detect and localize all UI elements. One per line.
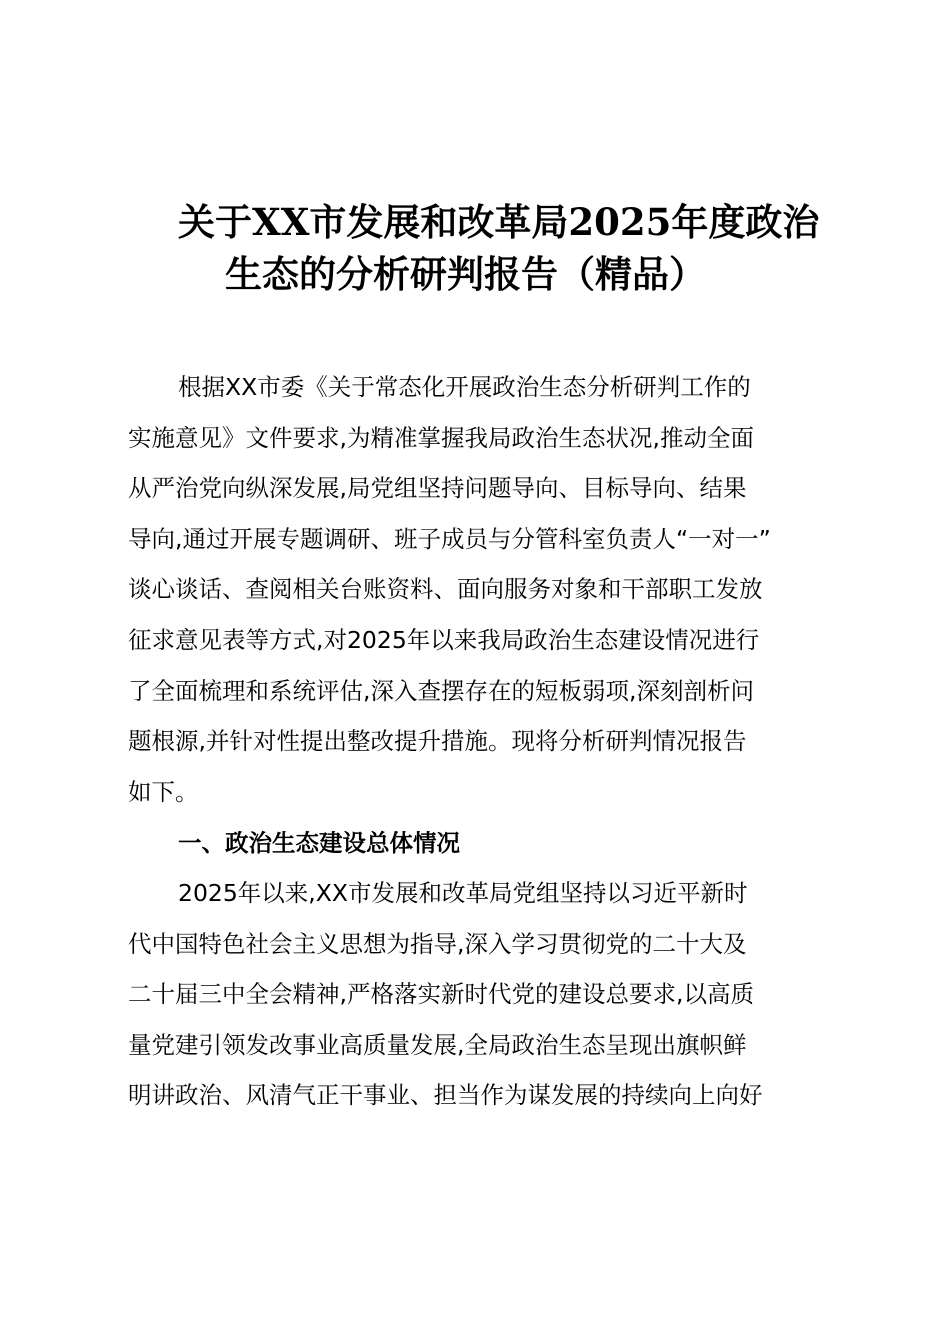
paragraph-line: 2025年以来,XX市发展和改革局党组坚持以习近平新时 xyxy=(178,879,748,907)
paragraph-line: 量党建引领发改事业高质量发展,全局政治生态呈现出旗帜鲜 xyxy=(128,1030,747,1059)
paragraph-line: 二十届三中全会精神,严格落实新时代党的建设总要求,以高质 xyxy=(128,980,754,1009)
paragraph-line: 明讲政治、风清气正干事业、担当作为谋发展的持续向上向好 xyxy=(128,1081,763,1110)
document-title xyxy=(120,196,840,300)
paragraph-line: 征求意见表等方式,对2025年以来我局政治生态建设情况进行 xyxy=(128,625,760,654)
title-line-2: 生态的分析研判报告（精品） xyxy=(225,252,706,296)
paragraph-line: 根据XX市委《关于常态化开展政治生态分析研判工作的 xyxy=(178,373,751,401)
section1-paragraph xyxy=(128,868,828,1121)
paragraph-line: 实施意见》文件要求,为精准掌握我局政治生态状况,推动全面 xyxy=(128,423,754,452)
section-heading: 一、政治生态建设总体情况 xyxy=(178,829,460,857)
title-line-1: 关于XX市发展和改革局2025年度政治 xyxy=(178,200,820,244)
paragraph-line: 导向,通过开展专题调研、班子成员与分管科室负责人“一对一” xyxy=(128,524,771,553)
intro-paragraph xyxy=(128,362,828,817)
paragraph-line: 从严治党向纵深发展,局党组坚持问题导向、目标导向、结果 xyxy=(128,474,747,503)
paragraph-line: 代中国特色社会主义思想为指导,深入学习贯彻党的二十大及 xyxy=(128,929,747,958)
paragraph-line: 如下。 xyxy=(128,777,199,806)
paragraph-line: 题根源,并针对性提出整改提升措施。现将分析研判情况报告 xyxy=(128,727,747,756)
paragraph-line: 谈心谈话、查阅相关台账资料、面向服务对象和干部职工发放 xyxy=(128,575,763,604)
paragraph-line: 了全面梳理和系统评估,深入查摆存在的短板弱项,深刻剖析问 xyxy=(128,676,754,705)
